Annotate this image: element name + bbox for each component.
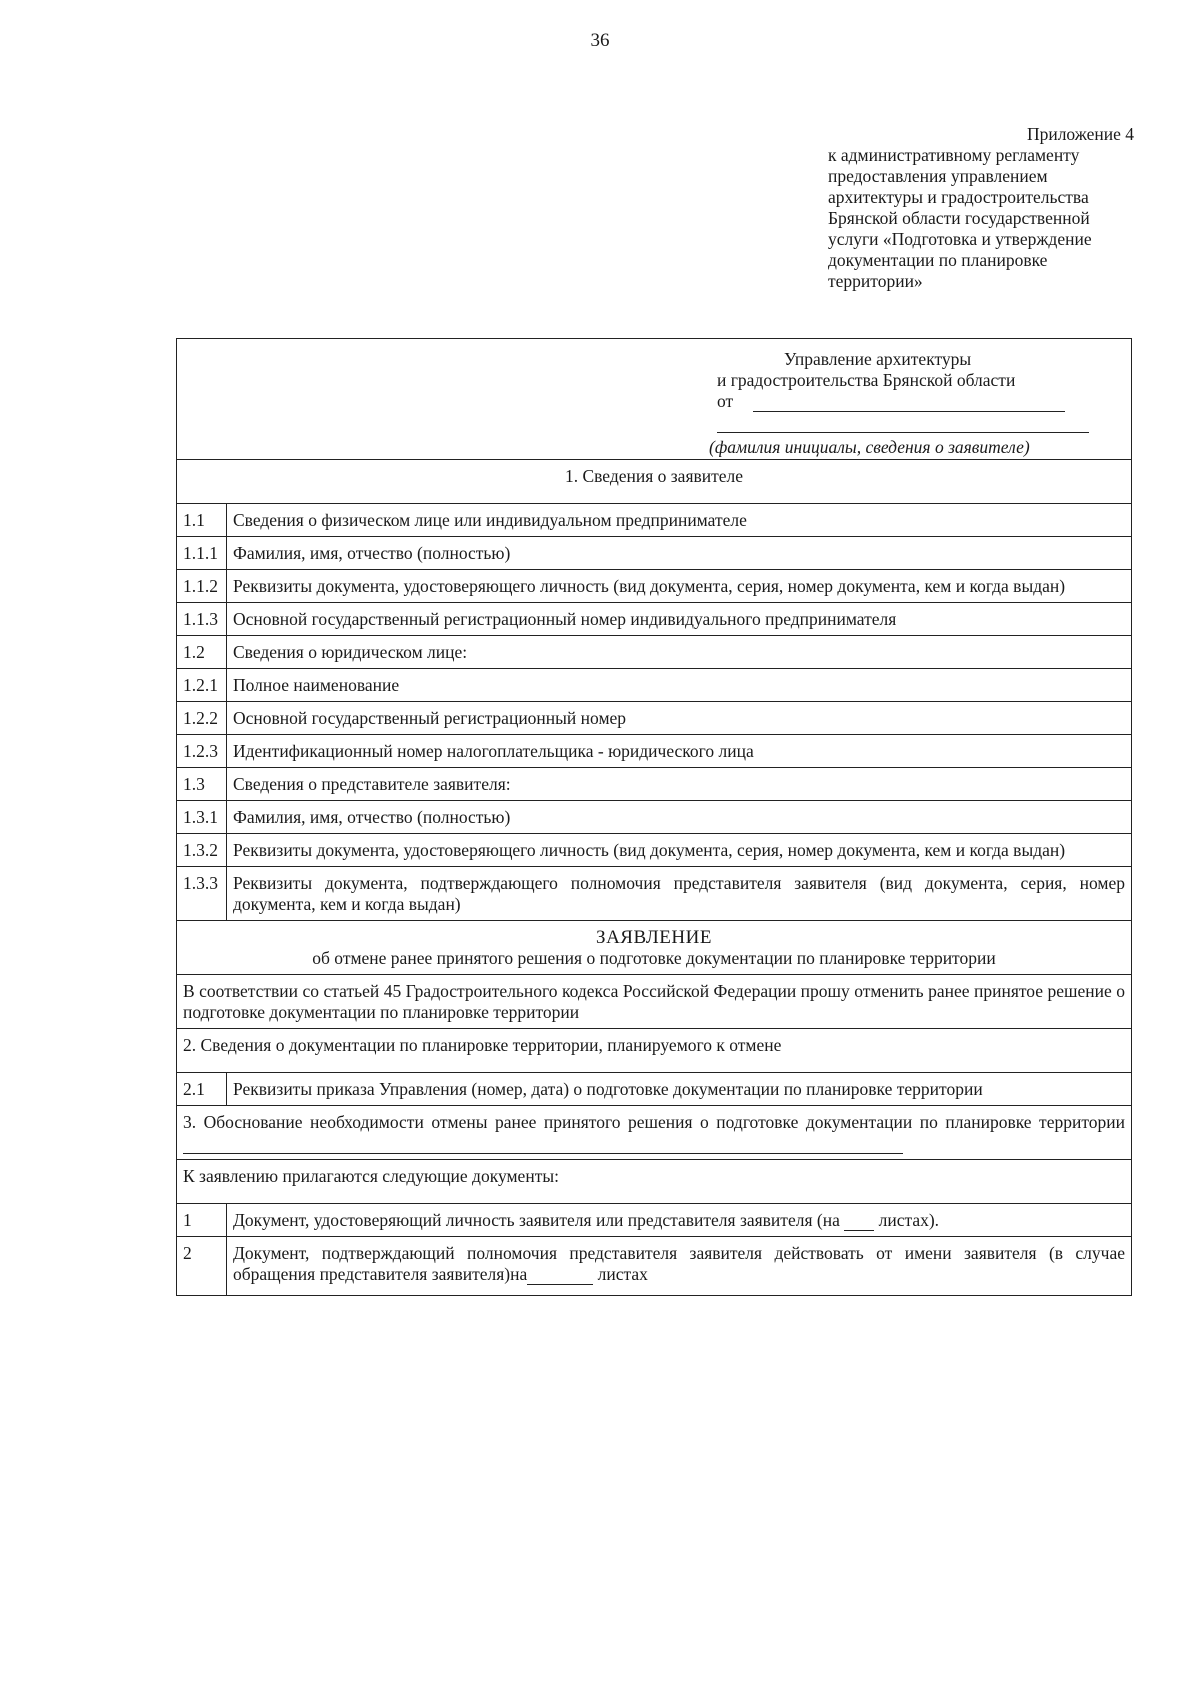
- row-number: 1.3.2: [177, 834, 227, 867]
- row-number: 1.2.2: [177, 702, 227, 735]
- row-text[interactable]: Сведения о физическом лице или индивидуальном предпринимателе: [227, 504, 1132, 537]
- row-text[interactable]: Основной государственный регистрационный номер индивидуального предпринимателя: [227, 603, 1132, 636]
- row-text[interactable]: Сведения о представителе заявителя:: [227, 768, 1132, 801]
- appendix-line: территории»: [828, 271, 923, 291]
- applicant-name-field[interactable]: [753, 393, 1065, 412]
- statement-body: В соответствии со статьей 45 Градостроительного кодекса Российской Федерации прошу отменить ранее принятое решение о подготовке документации по планировке территории: [177, 975, 1132, 1029]
- table-row: [177, 537, 1132, 570]
- statement-title: ЗАЯВЛЕНИЕ: [596, 927, 712, 948]
- table-row: [177, 1073, 1132, 1106]
- row-text: [227, 1204, 1132, 1237]
- row-text[interactable]: Реквизиты документа, подтверждающего полномочия представителя заявителя (вид документа, серия, номер документа, кем и когда выдан): [227, 867, 1132, 921]
- justification-field[interactable]: [183, 1135, 903, 1154]
- appendix-line: документации по планировке: [828, 250, 1048, 270]
- attachment-text-suffix: листах).: [878, 1210, 940, 1230]
- appendix-line: к административному регламенту: [828, 145, 1080, 165]
- section-title: 2. Сведения о документации по планировке территории, планируемого к отмене: [177, 1029, 1132, 1073]
- row-text[interactable]: Идентификационный номер налогоплательщика - юридического лица: [227, 735, 1132, 768]
- table-row: [177, 702, 1132, 735]
- appendix-line: Брянской области государственной: [828, 208, 1090, 228]
- addressee-caption: (фамилия инициалы, сведения о заявителе): [709, 437, 1030, 457]
- table-row: [177, 768, 1132, 801]
- row-number: 1.3.3: [177, 867, 227, 921]
- row-number: 1.2: [177, 636, 227, 669]
- attachments-title: К заявлению прилагаются следующие документы:: [177, 1160, 1132, 1204]
- statement-heading-cell: [177, 921, 1132, 975]
- row-number: 1: [177, 1204, 227, 1237]
- row-number: 1.2.3: [177, 735, 227, 768]
- table-row: [177, 1237, 1132, 1296]
- justification-label: 3. Обоснование необходимости отмены ранее принятого решения о подготовке документации по планировке территории: [183, 1112, 1125, 1132]
- row-number: 1.2.1: [177, 669, 227, 702]
- row-text[interactable]: Фамилия, имя, отчество (полностью): [227, 801, 1132, 834]
- row-number: 1.1.2: [177, 570, 227, 603]
- row-number: 1.1: [177, 504, 227, 537]
- applicant-info-field[interactable]: [717, 418, 1089, 433]
- row-text: [227, 1237, 1132, 1296]
- table-row: [177, 1204, 1132, 1237]
- appendix-line: Приложение 4: [1026, 124, 1134, 144]
- appendix-line: архитектуры и градостроительства: [828, 187, 1089, 207]
- from-label: от: [717, 391, 734, 411]
- row-number: 1.3: [177, 768, 227, 801]
- table-row: [177, 570, 1132, 603]
- attachment-text: Документ, удостоверяющий личность заявителя или представителя заявителя (на: [233, 1210, 840, 1230]
- sheet-count-field[interactable]: [844, 1212, 874, 1231]
- row-number: 1.1.1: [177, 537, 227, 570]
- table-row: [177, 867, 1132, 921]
- row-number: 2.1: [177, 1073, 227, 1106]
- attachment-text-suffix: листах: [597, 1264, 648, 1284]
- application-form: [176, 338, 1132, 1296]
- row-number: 2: [177, 1237, 227, 1296]
- addressee-cell: [177, 339, 1132, 460]
- table-row: [177, 735, 1132, 768]
- page-number: 36: [590, 30, 610, 51]
- row-number: 1.3.1: [177, 801, 227, 834]
- section-title: 1. Сведения о заявителе: [177, 460, 1132, 504]
- row-text[interactable]: Основной государственный регистрационный номер: [227, 702, 1132, 735]
- row-text[interactable]: Полное наименование: [227, 669, 1132, 702]
- statement-subtitle: об отмене ранее принятого решения о подготовке документации по планировке территории: [312, 948, 996, 968]
- appendix-line: предоставления управлением: [828, 166, 1048, 186]
- justification-cell[interactable]: [177, 1106, 1132, 1160]
- addressee-block: [709, 349, 1117, 458]
- row-text[interactable]: Сведения о юридическом лице:: [227, 636, 1132, 669]
- table-row: [177, 603, 1132, 636]
- table-row: [177, 504, 1132, 537]
- table-row: [177, 801, 1132, 834]
- table-row: [177, 834, 1132, 867]
- row-number: 1.1.3: [177, 603, 227, 636]
- table-row: [177, 636, 1132, 669]
- addressee-line: Управление архитектуры: [784, 349, 972, 369]
- table-row: [177, 669, 1132, 702]
- addressee-line: и градостроительства Брянской области: [717, 370, 1016, 390]
- appendix-line: услуги «Подготовка и утверждение: [828, 229, 1092, 249]
- appendix-block: [828, 124, 1134, 292]
- row-text[interactable]: Реквизиты документа, удостоверяющего личность (вид документа, серия, номер документа, кем и когда выдан): [227, 834, 1132, 867]
- attachment-text: Документ, подтверждающий полномочия представителя заявителя действовать от имени заявителя (в случае обращения представителя заявителя)на: [233, 1243, 1125, 1284]
- row-text[interactable]: Фамилия, имя, отчество (полностью): [227, 537, 1132, 570]
- sheet-count-field[interactable]: [527, 1266, 593, 1285]
- row-text[interactable]: Реквизиты приказа Управления (номер, дата) о подготовке документации по планировке территории: [227, 1073, 1132, 1106]
- row-text[interactable]: Реквизиты документа, удостоверяющего личность (вид документа, серия, номер документа, кем и когда выдан): [227, 570, 1132, 603]
